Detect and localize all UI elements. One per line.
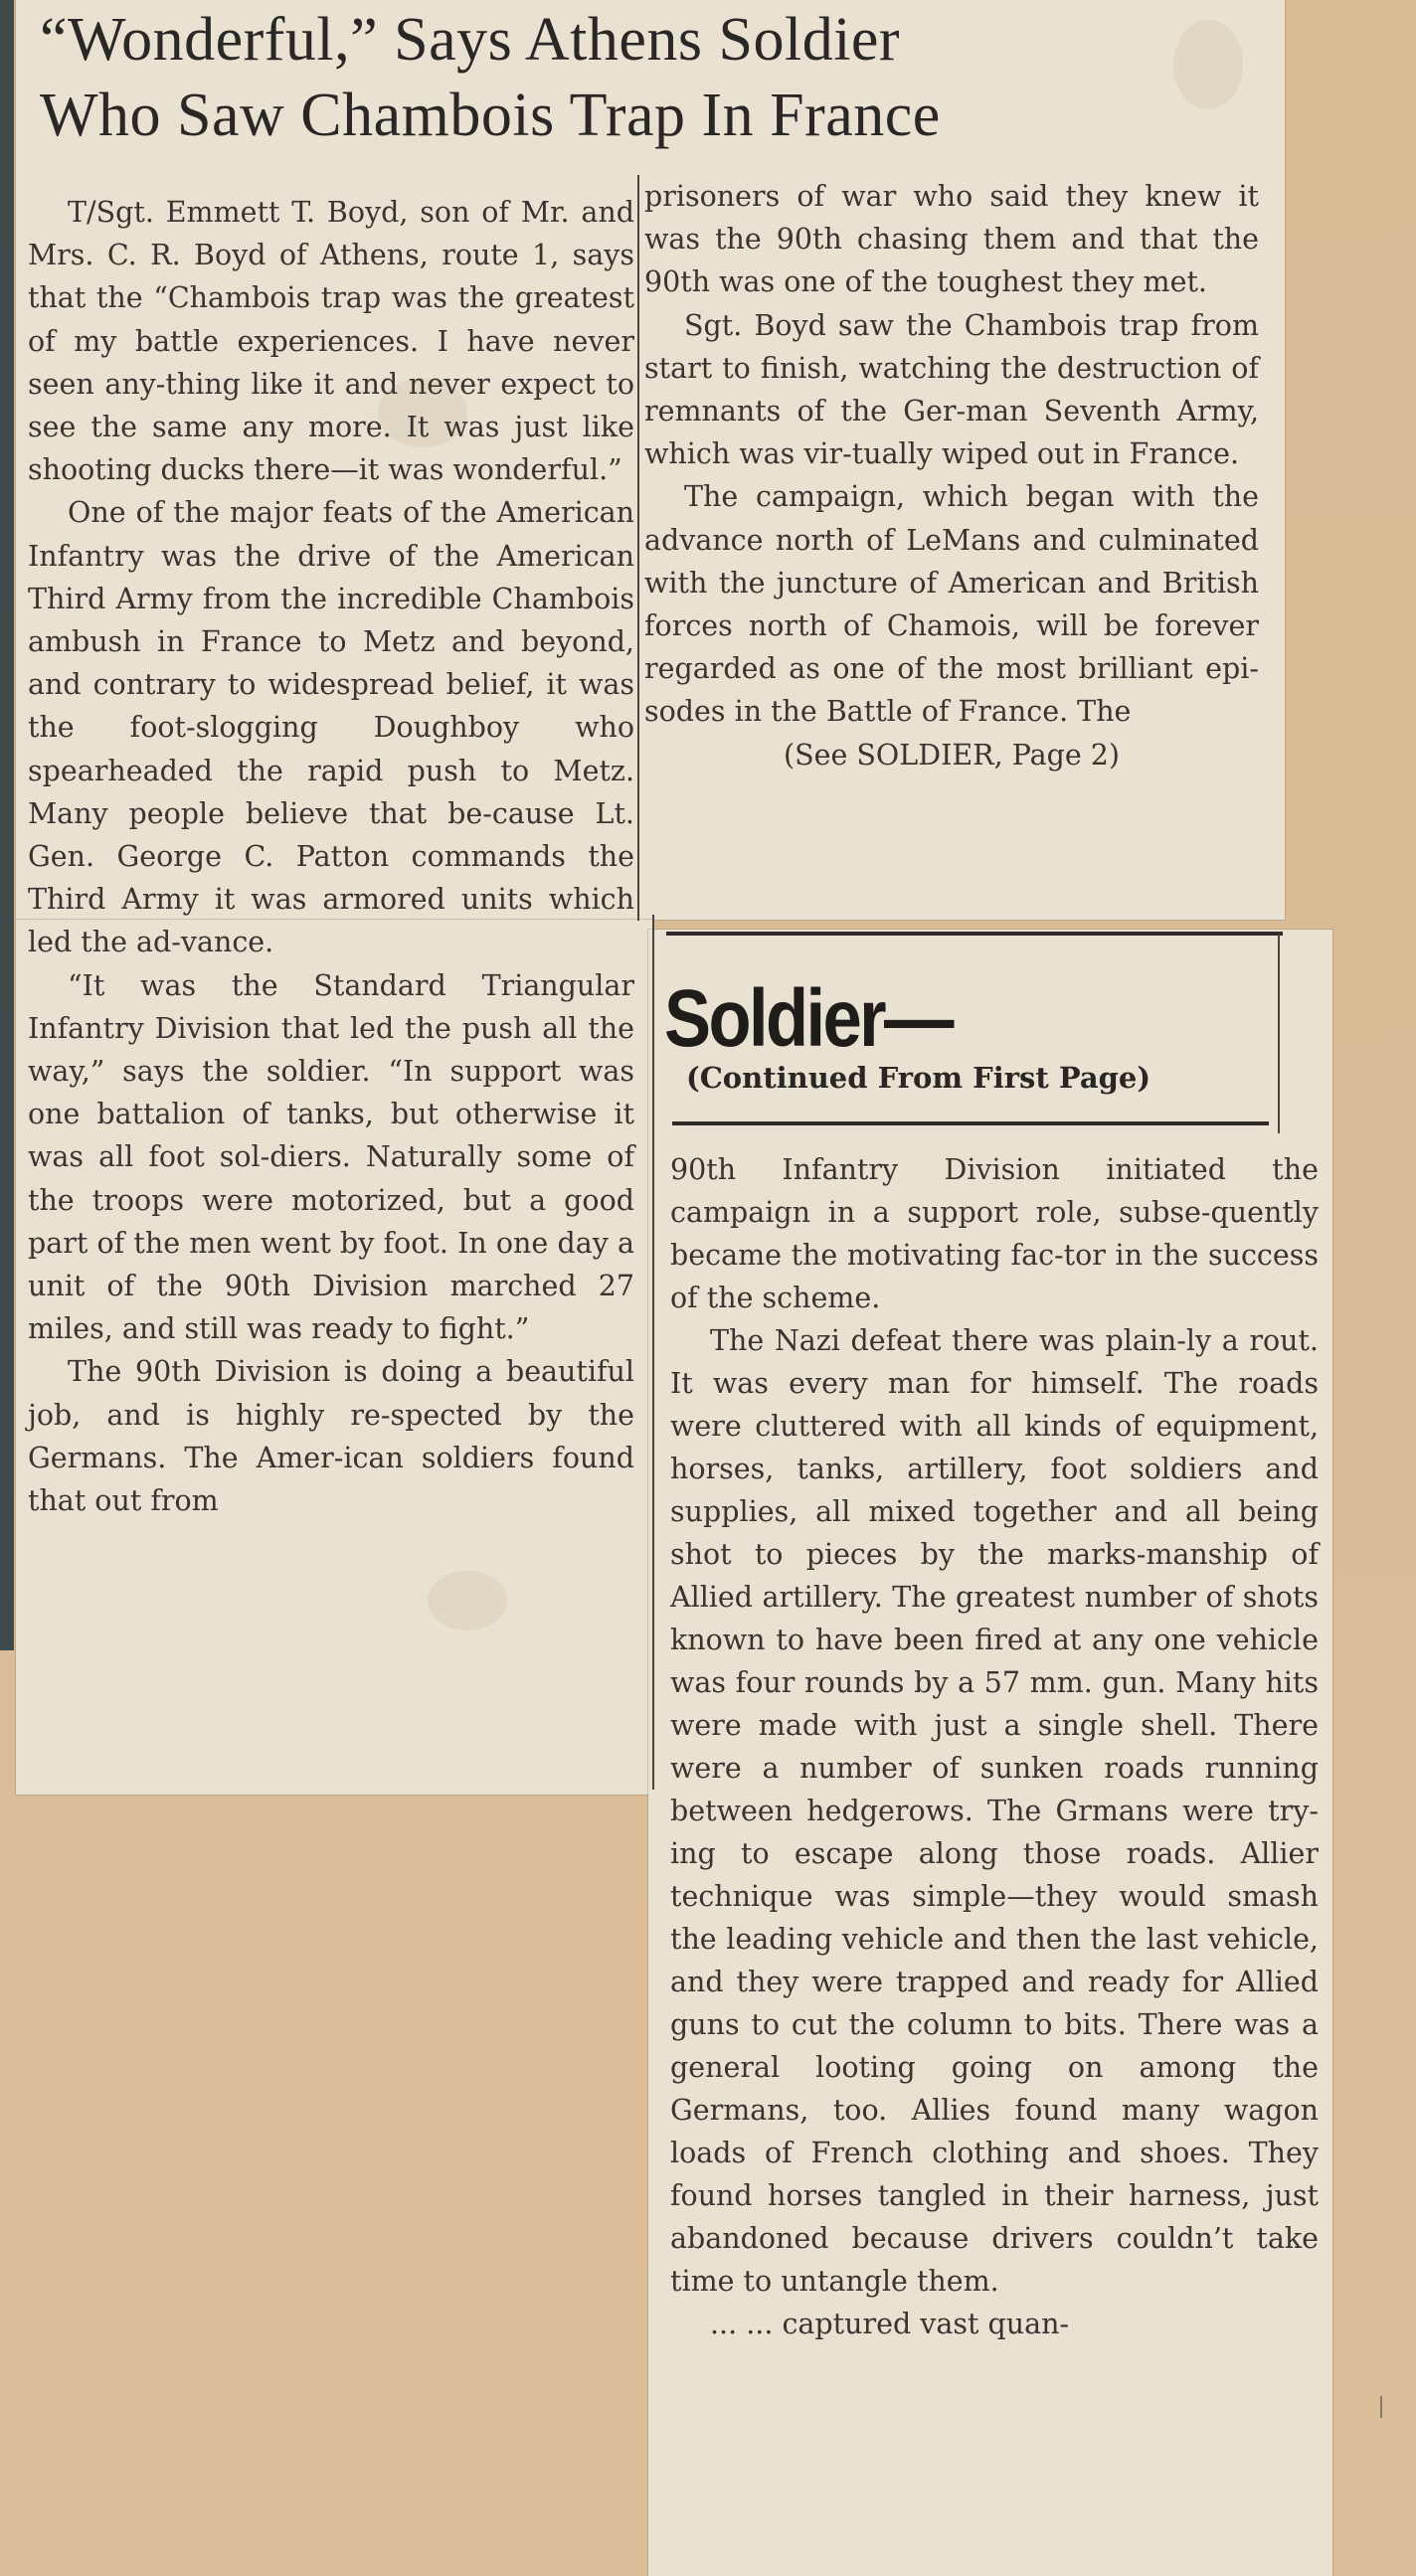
page-mark (1380, 2396, 1382, 2418)
paragraph: T/Sgt. Emmett T. Boyd, son of Mr. and Mrs. C. R. Boyd of Athens, route 1, says that the “Chambois trap was the greatest of my battle experiences. I have never seen any-thing like it and never expect to see the same any more. It was just like shooting ducks there—it was wonderful.” (28, 196, 634, 487)
paragraph: The 90th Division is doing a beautiful job, and is highly re-spected by the Germans. The Amer-ican soldiers found that out from (28, 1355, 634, 1518)
see-reference: (See SOLDIER, Page 2) (783, 738, 1121, 772)
heading-rule-bottom (672, 1121, 1269, 1125)
paragraph: prisoners of war who said they knew it was the 90th chasing them and that the 90th was one of the toughest they met. (644, 180, 1259, 299)
column-rule (637, 175, 639, 921)
paragraph: Sgt. Boyd saw the Chambois trap from start to finish, watching the destruction of remnants of the Ger-man Seventh Army, which was vir-tually wiped out in France. (644, 308, 1259, 471)
paragraph: 90th Infantry Division initiated the campaign in a support role, subse-quently became the motivating fac-tor in the success of the scheme. (670, 1153, 1319, 1314)
article-column-2 (644, 175, 1259, 776)
paper-stain (428, 1571, 507, 1631)
headline (40, 2, 1233, 153)
paragraph: ... ... captured vast quan- (710, 2308, 1070, 2340)
headline-line-1: “Wonderful,” Says Athens Soldier (40, 6, 901, 74)
paragraph: One of the major feats of the American Infantry was the drive of the American Third Army from the incredible Chambois ambush in France to Metz and beyond, and contrary to widespread belief, it was the foot-slogging Doughboy who spearheaded the rapid push to Metz. Many people believe that be-cause Lt. Gen. George C. Patton commands the Third Army it was armored units which led the ad-vance. (28, 496, 634, 959)
page-edge (0, 0, 14, 1650)
box-rule (1278, 935, 1280, 1133)
paragraph: “It was the Standard Triangular Infantry Division that led the push all the way,” says the soldier. “In support was one battalion of tanks, but otherwise it was all foot sol-diers. Naturally some of the troops were motorized, but a good part of the men went by foot. In one day a unit of the 90th Division marched 27 miles, and still was ready to fight.” (28, 968, 634, 1346)
heading-rule-top (666, 932, 1283, 936)
paragraph: The campaign, which began with the advance north of LeMans and culminated with the juncture of American and British forces north of Chamois, will be forever regarded as one of the most brilliant epi-sodes in the Battle of France. The (644, 480, 1259, 729)
headline-line-2: Who Saw Chambois Trap In France (40, 82, 941, 149)
continuation-subheading: (Continued From First Page) (686, 1061, 1151, 1095)
column-rule (652, 915, 654, 1790)
paragraph: The Nazi defeat there was plain-ly a rout. It was every man for himself. The roads were cluttered with all kinds of equipment, horses, tanks, artillery, foot soldiers and supplies, all mixed together and all being shot to pieces by the marks-manship of Allied artillery. The greatest number of shots known to have been fired at any one vehicle was four rounds by a 57 mm. gun. Many hits were made with just a single shell. There were a number of sunken roads running between hedgerows. The Grmans were try-ing to escape along those roads. Allier technique was simple—they would smash the leading vehicle and then the last vehicle, and they were trapped and ready for Allied guns to cut the column to bits. There was a general looting going on among the Germans, too. Allies found many wagon loads of French clothing and shoes. They found horses tangled in their harness, just abandoned because drivers couldn’t take time to untangle them. (670, 1324, 1319, 2298)
article-column-3 (670, 1148, 1319, 2345)
continuation-heading: Soldier— (664, 973, 952, 1064)
article-column-1 (28, 191, 634, 1522)
